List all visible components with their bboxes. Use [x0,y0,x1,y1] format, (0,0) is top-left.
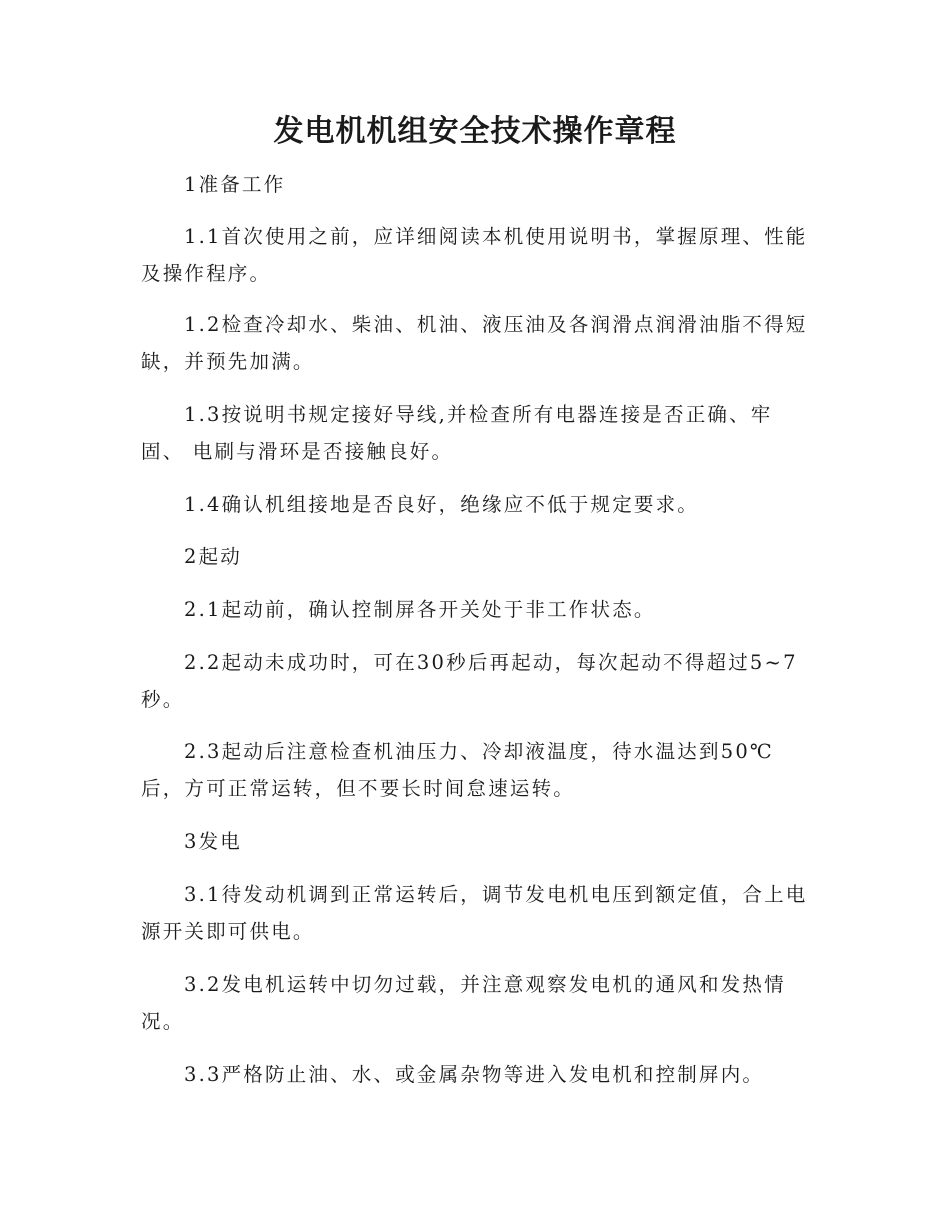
paragraph-2-1: 2.1起动前，确认控制屏各开关处于非工作状态。 [184,598,656,621]
section-heading-preparation: 1准备工作 [184,173,286,196]
paragraph-1-1: 1.1首次使用之前，应详细阅读本机使用说明书，掌握原理、性能及操作程序。 [141,225,808,285]
paragraph-3-1: 3.1待发动机调到正常运转后，调节发电机电压到额定值，合上电源开关即可供电。 [141,883,808,943]
document-title: 发电机机组安全技术操作章程 [273,114,677,149]
section-heading-generate: 3发电 [184,830,243,853]
paragraph-1-4: 1.4确认机组接地是否良好，绝缘应不低于规定要求。 [184,493,700,516]
paragraph-3-2: 3.2发电机运转中切勿过载，并注意观察发电机的通风和发热情况。 [141,973,786,1033]
section-heading-start: 2起动 [184,545,243,568]
paragraph-1-3: 1.3按说明书规定接好导线,并检查所有电器连接是否正确、牢固、 电刷与滑环是否接触良好。 [141,403,773,463]
paragraph-3-3: 3.3严格防止油、水、或金属杂物等进入发电机和控制屏内。 [184,1063,765,1086]
paragraph-2-3: 2.3起动后注意检查机油压力、冷却液温度，待水温达到50℃后，方可正常运转，但不要长时间怠速运转。 [141,740,774,800]
paragraph-1-2: 1.2检查冷却水、柴油、机油、液压油及各润滑点润滑油脂不得短缺，并预先加满。 [141,313,808,373]
paragraph-2-2: 2.2起动未成功时，可在30秒后再起动，每次起动不得超过5~7秒。 [141,651,798,711]
